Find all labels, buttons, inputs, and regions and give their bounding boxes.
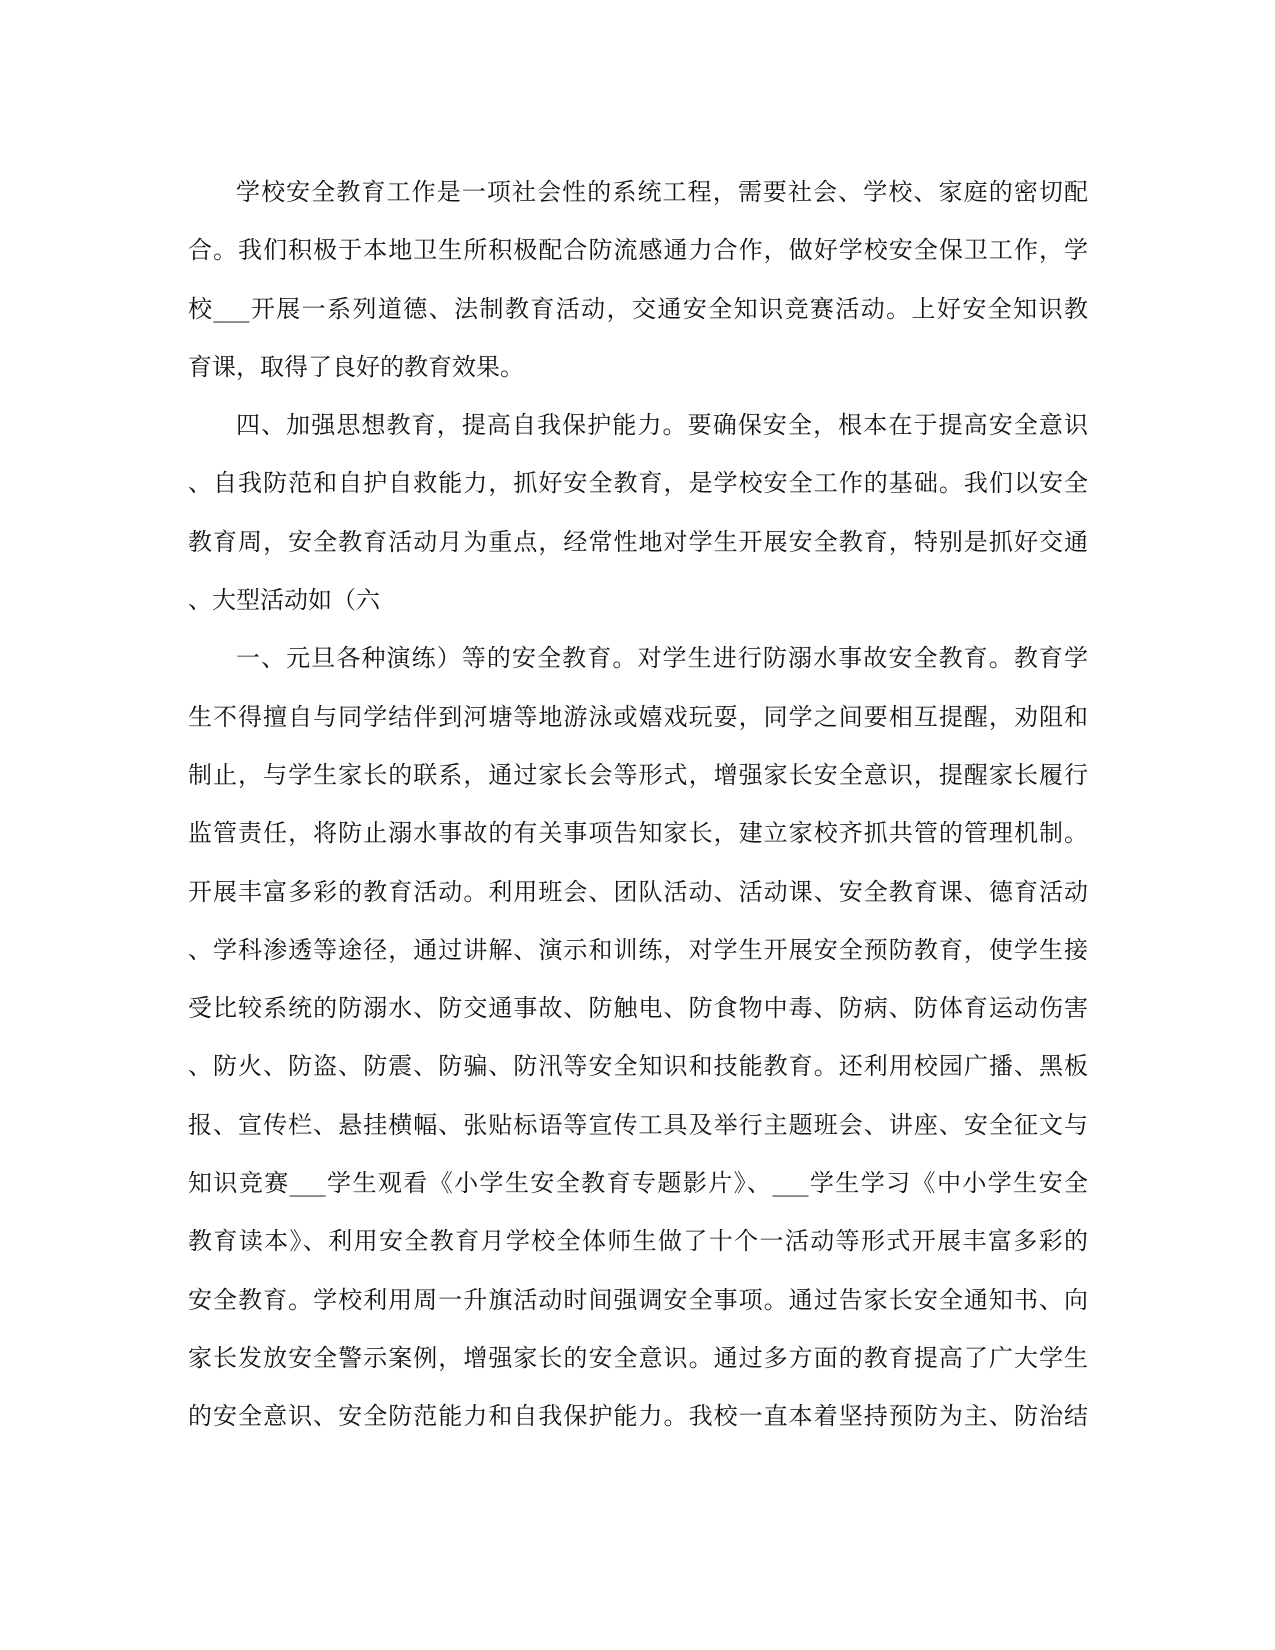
text-line: 教育读本》、利用安全教育月学校全体师生做了十个一活动等形式开展丰富多彩的 <box>188 1227 1088 1256</box>
text-line: 育课，取得了良好的教育效果。 <box>188 352 524 381</box>
body-text <box>188 163 1088 1446</box>
text-line: 受比较系统的防溺水、防交通事故、防触电、防食物中毒、防病、防体育运动伤害 <box>188 994 1088 1023</box>
text-line: 开展丰富多彩的教育活动。利用班会、团队活动、活动课、安全教育课、德育活动 <box>188 877 1088 906</box>
text-line: 安全教育。学校利用周一升旗活动时间强调安全事项。通过告家长安全通知书、向 <box>188 1285 1088 1314</box>
text-line: 制止，与学生家长的联系，通过家长会等形式，增强家长安全意识，提醒家长履行 <box>188 760 1088 789</box>
text-line: 学校安全教育工作是一项社会性的系统工程，需要社会、学校、家庭的密切配 <box>236 178 1088 206</box>
text-line: 教育周，安全教育活动月为重点，经常性地对学生开展安全教育，特别是抓好交通 <box>188 527 1088 556</box>
text-line: 、自我防范和自护自救能力，抓好安全教育，是学校安全工作的基础。我们以安全 <box>188 469 1088 498</box>
text-line: 、学科渗透等途径，通过讲解、演示和训练，对学生开展安全预防教育，使学生接 <box>188 935 1088 964</box>
text-line: 校___开展一系列道德、法制教育活动，交通安全知识竞赛活动。上好安全知识教 <box>188 294 1088 323</box>
text-line: 一、元旦各种演练）等的安全教育。对学生进行防溺水事故安全教育。教育学 <box>236 644 1088 673</box>
text-line: 合。我们积极于本地卫生所积极配合防流感通力合作，做好学校安全保卫工作，学 <box>188 236 1088 265</box>
text-line: 、大型活动如（六 <box>188 586 380 615</box>
text-line: 的安全意识、安全防范能力和自我保护能力。我校一直本着坚持预防为主、防治结 <box>188 1402 1088 1431</box>
text-line: 生不得擅自与同学结伴到河塘等地游泳或嬉戏玩耍，同学之间要相互提醒，劝阻和 <box>188 702 1088 731</box>
text-line: 家长发放安全警示案例，增强家长的安全意识。通过多方面的教育提高了广大学生 <box>188 1343 1088 1372</box>
text-line: 知识竞赛___学生观看《小学生安全教育专题影片》、___学生学习《中小学生安全 <box>188 1169 1088 1198</box>
text-line: 报、宣传栏、悬挂横幅、张贴标语等宣传工具及举行主题班会、讲座、安全征文与 <box>188 1110 1088 1139</box>
text-line: 、防火、防盗、防震、防骗、防汛等安全知识和技能教育。还利用校园广播、黑板 <box>188 1052 1088 1081</box>
text-line: 监管责任，将防止溺水事故的有关事项告知家长，建立家校齐抓共管的管理机制。 <box>188 819 1088 848</box>
text-line: 四、加强思想教育，提高自我保护能力。要确保安全，根本在于提高安全意识 <box>236 411 1088 440</box>
